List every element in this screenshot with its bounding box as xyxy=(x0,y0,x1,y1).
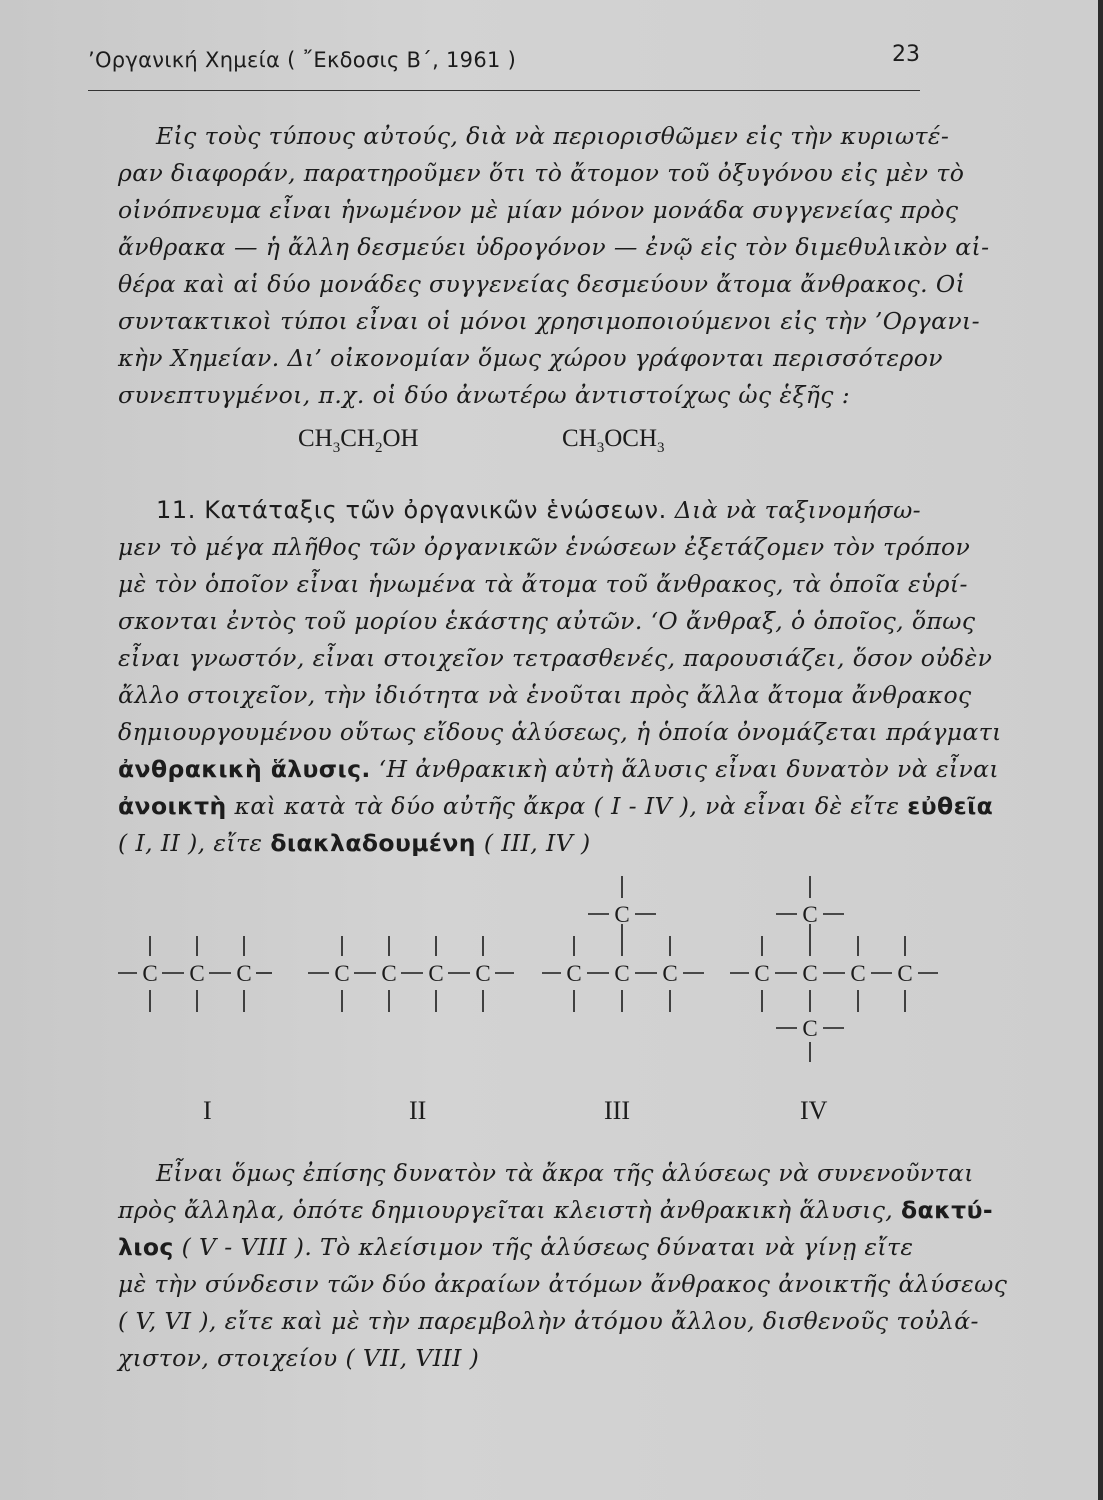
text-line: ἄλλο στοιχεῖον, τὴν ἰδιότητα νὰ ἑνοῦται πρὸς ἄλλα ἄτομα ἄνθρακος xyxy=(118,681,972,709)
term-ring: δακτύ- xyxy=(901,1196,994,1224)
text-line: λιος ( V - VIII ). Τὸ κλείσιμον τῆς ἁλύσεως δύναται νὰ γίνῃ εἴτε xyxy=(118,1233,914,1261)
page-number: 23 xyxy=(892,42,920,67)
text-line: κὴν Χημείαν. Δι’ οἰκονομίαν ὅμως χώρου γράφονται περισσότερον xyxy=(118,344,943,372)
text-line: χιστον, στοιχείου ( VII, VIII ) xyxy=(118,1344,480,1372)
carbon-atom: C xyxy=(850,961,866,986)
text-line: ( I, II ), εἴτε διακλαδουμένη ( III, IV ) xyxy=(118,829,591,857)
text-line: ραν διαφοράν, παρατηροῦμεν ὅτι τὸ ἄτομον τοῦ ὀξυγόνου εἰς μὲν τὸ xyxy=(118,159,965,187)
structure-label: II xyxy=(409,1096,427,1125)
carbon-atom: C xyxy=(475,961,491,986)
structure-label: I xyxy=(203,1096,212,1125)
text-line: συντακτικοὶ τύποι εἶναι οἱ μόνοι χρησιμοποιούμενοι εἰς τὴν ’Οργανι- xyxy=(118,307,981,335)
text-line: ( V, VI ), εἴτε καὶ μὲ τὴν παρεμβολὴν ἀτόμου ἄλλου, δισθενοῦς τοὐλά- xyxy=(118,1307,979,1335)
text-line: συνεπτυγμένοι, π.χ. οἱ δύο ἀνωτέρω ἀντιστοίχως ὡς ἑξῆς : xyxy=(118,381,851,409)
term-branched: διακλαδουμένη xyxy=(270,829,476,857)
carbon-atom: C xyxy=(334,961,350,986)
term-open: ἀνοικτὴ xyxy=(118,792,227,820)
text-line: Εἰς τοὺς τύπους αὐτούς, διὰ νὰ περιορισθῶμεν εἰς τὴν κυριωτέ- xyxy=(156,122,950,150)
text-line: Εἶναι ὅμως ἐπίσης δυνατὸν τὰ ἄκρα τῆς ἁλύσεως νὰ συνενοῦνται xyxy=(156,1159,974,1187)
text-line: ἀνοικτὴ καὶ κατὰ τὰ δύο αὐτῆς ἄκρα ( I - IV ), νὰ εἶναι δὲ εἴτε εὐθεῖα xyxy=(118,792,994,820)
carbon-atom: C xyxy=(662,961,678,986)
carbon-atom: C xyxy=(614,961,630,986)
carbon-atom: C xyxy=(754,961,770,986)
structure-label: IV xyxy=(800,1096,828,1125)
text-line: ἄνθρακα — ἡ ἄλλη δεσμεύει ὑδρογόνον — ἐνῷ εἰς τὸν διμεθυλικὸν αἰ- xyxy=(118,233,990,261)
text-line: θέρα καὶ αἱ δύο μονάδες συγγενείας δεσμεύουν ἄτομα ἄνθρακος. Οἱ xyxy=(118,270,966,298)
section-11 xyxy=(118,492,1002,862)
formula-dimethyl-ether: $CH_3OCH_3$ xyxy=(562,425,665,456)
carbon-atom: C xyxy=(802,961,818,986)
term-straight: εὐθεῖα xyxy=(907,792,994,820)
paragraph-closed-chains xyxy=(118,1155,1008,1377)
formula-ethanol: $CH_3CH_2OH$ xyxy=(298,425,419,456)
paragraph-structural-formulas xyxy=(118,118,990,414)
running-header xyxy=(88,44,920,91)
text-line: σκονται ἐντὸς τοῦ μορίου ἑκάστης αὐτῶν. ‘Ο ἄνθραξ, ὁ ὁποῖος, ὅπως xyxy=(118,607,976,635)
header-title: ’Οργανική Χημεία ( ῎Εκδοσις Β΄, 1961 ) xyxy=(88,48,517,72)
carbon-atom: C xyxy=(142,961,158,986)
carbon-atom: C xyxy=(189,961,205,986)
carbon-atom: C xyxy=(428,961,444,986)
term-ring-cont: λιος xyxy=(118,1233,174,1261)
carbon-atom: C xyxy=(802,902,818,927)
text-line: 11. Κατάταξις τῶν ὀργανικῶν ἑνώσεων. Διὰ νὰ ταξινομήσω- xyxy=(156,496,922,524)
section-heading: 11. Κατάταξις τῶν ὀργανικῶν ἑνώσεων. xyxy=(156,496,667,524)
text-line: μὲ τὴν σύνδεσιν τῶν δύο ἀκραίων ἀτόμων ἄνθρακος ἀνοικτῆς ἁλύσεως xyxy=(118,1270,1008,1298)
carbon-atom: C xyxy=(566,961,582,986)
text-line: οἰνόπνευμα εἶναι ἡνωμένον μὲ μίαν μόνον μονάδα συγγενείας πρὸς xyxy=(118,196,959,224)
carbon-atom: C xyxy=(236,961,252,986)
carbon-atom: C xyxy=(381,961,397,986)
carbon-atom: C xyxy=(802,1016,818,1041)
term-carbon-chain: ἀνθρακικὴ ἅλυσις. xyxy=(118,755,371,783)
carbon-atom: C xyxy=(897,961,913,986)
carbon-atom: C xyxy=(614,902,630,927)
text-line: ἀνθρακικὴ ἅλυσις. ‘Η ἀνθρακικὴ αὐτὴ ἅλυσις εἶναι δυνατὸν νὰ εἶναι xyxy=(118,755,1000,783)
text-line: πρὸς ἄλληλα, ὁπότε δημιουργεῖται κλειστὴ ἀνθρακικὴ ἅλυσις, δακτύ- xyxy=(118,1196,994,1224)
structures-svg xyxy=(110,872,950,1062)
text-line: δημιουργουμένου οὕτως εἴδους ἁλύσεως, ἡ ὁποία ὀνομάζεται πράγματι xyxy=(118,718,1002,746)
structure-label: III xyxy=(604,1096,630,1125)
carbon-atoms xyxy=(142,902,912,1041)
carbon-chain-structures xyxy=(110,872,950,1062)
text-line: εἶναι γνωστόν, εἶναι στοιχεῖον τετρασθενές, παρουσιάζει, ὅσον οὐδὲν xyxy=(118,644,993,672)
text-line: μὲ τὸν ὁποῖον εἶναι ἡνωμένα τὰ ἄτομα τοῦ ἄνθρακος, τὰ ὁποῖα εὑρί- xyxy=(118,570,968,598)
text-line: μεν τὸ μέγα πλῆθος τῶν ὀργανικῶν ἑνώσεων ἐξετάζομεν τὸν τρόπον xyxy=(118,533,971,561)
